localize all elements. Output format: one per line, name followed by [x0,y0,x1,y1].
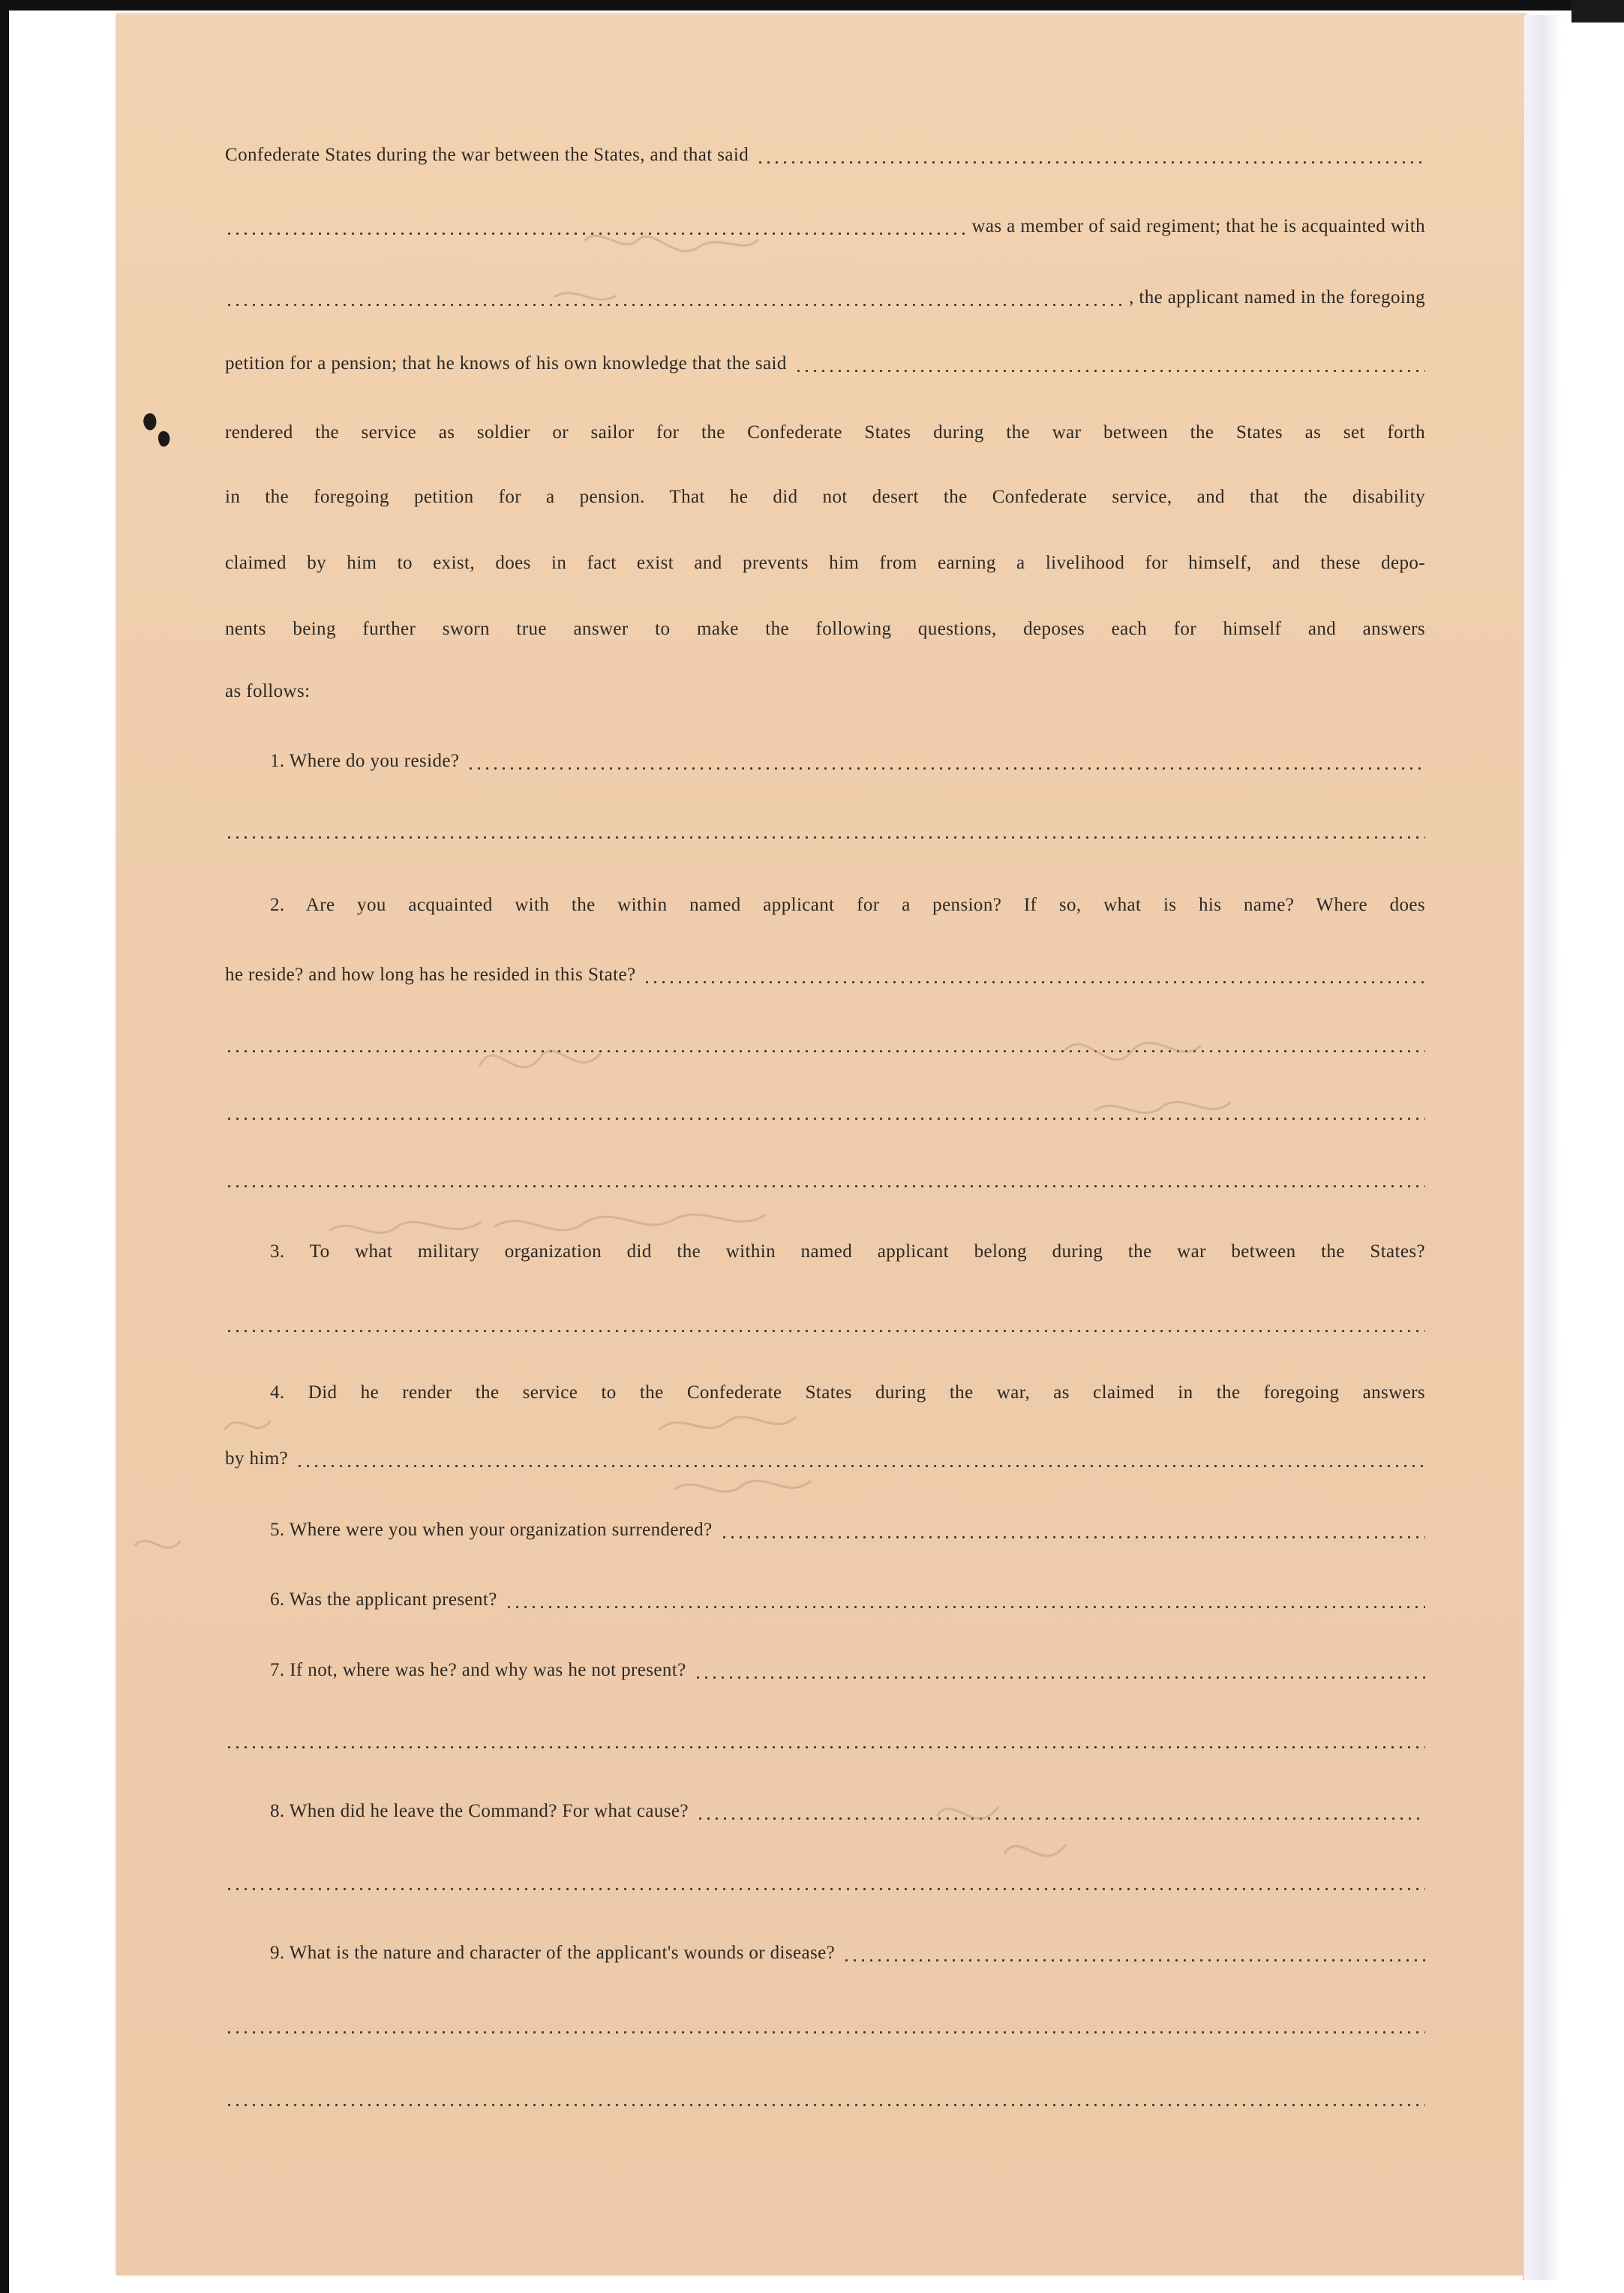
question-7: 7. If not, where was he? and why was he not present? [270,1658,1425,1683]
ink-blot-mark [141,411,176,458]
plastic-sleeve-edge [1523,15,1562,2280]
paragraph-line-9: as follows: [225,681,311,701]
answer-line-2b [225,1099,1425,1124]
scan-corner-shadow [1571,0,1624,23]
answer-line-2c [225,1166,1425,1192]
answer-line-2a [225,1031,1425,1057]
question-3: 3. To what military organization did the within named applicant belong during the war between the States? [270,1241,1425,1262]
paragraph-line-2: was a member of said regiment; that he is acquainted with [225,214,1425,239]
question-8: 8. When did he leave the Command? For what cause? [270,1799,1425,1824]
question-6: 6. Was the applicant present? [270,1587,1425,1613]
scan-left-border [0,0,9,2293]
question-4-line-1: 4. Did he render the service to the Confederate States during the war, as claimed in the foregoing answers [270,1382,1425,1403]
answer-line-9a [225,2012,1425,2038]
paragraph-line-5: rendered the service as soldier or sailor for the Confederate States during the war between the States as set forth [225,422,1425,443]
scan-top-border [0,0,1624,11]
question-1: 1. Where do you reside? [270,749,1425,774]
question-9: 9. What is the nature and character of the applicant's wounds or disease? [270,1940,1425,1966]
answer-line-3a [225,1311,1425,1337]
paragraph-line-8: nents being further sworn true answer to make the following questions, deposes each for himself and answers [225,619,1425,639]
answer-line-7a [225,1727,1425,1753]
paragraph-line-4: petition for a pension; that he knows of his own knowledge that the said [225,351,1425,377]
question-5: 5. Where were you when your organization surrendered? [270,1517,1425,1543]
answer-line-8a [225,1869,1425,1895]
question-2-line-2: he reside? and how long has he resided in this State? [225,962,1425,988]
answer-line-9b [225,2085,1425,2111]
question-4-line-2: by him? [225,1446,1425,1472]
answer-line-1a [225,818,1425,843]
question-2-line-1: 2. Are you acquainted with the within named applicant for a pension? If so, what is his name? Where does [270,895,1425,915]
paragraph-line-7: claimed by him to exist, does in fact exist and prevents him from earning a livelihood for himself, and these depo- [225,553,1425,573]
paragraph-line-3: , the applicant named in the foregoing [225,285,1425,311]
paragraph-line-1: Confederate States during the war between the States, and that said [225,143,1425,168]
paragraph-line-6: in the foregoing petition for a pension. That he did not desert the Confederate service, and that the disability [225,487,1425,507]
